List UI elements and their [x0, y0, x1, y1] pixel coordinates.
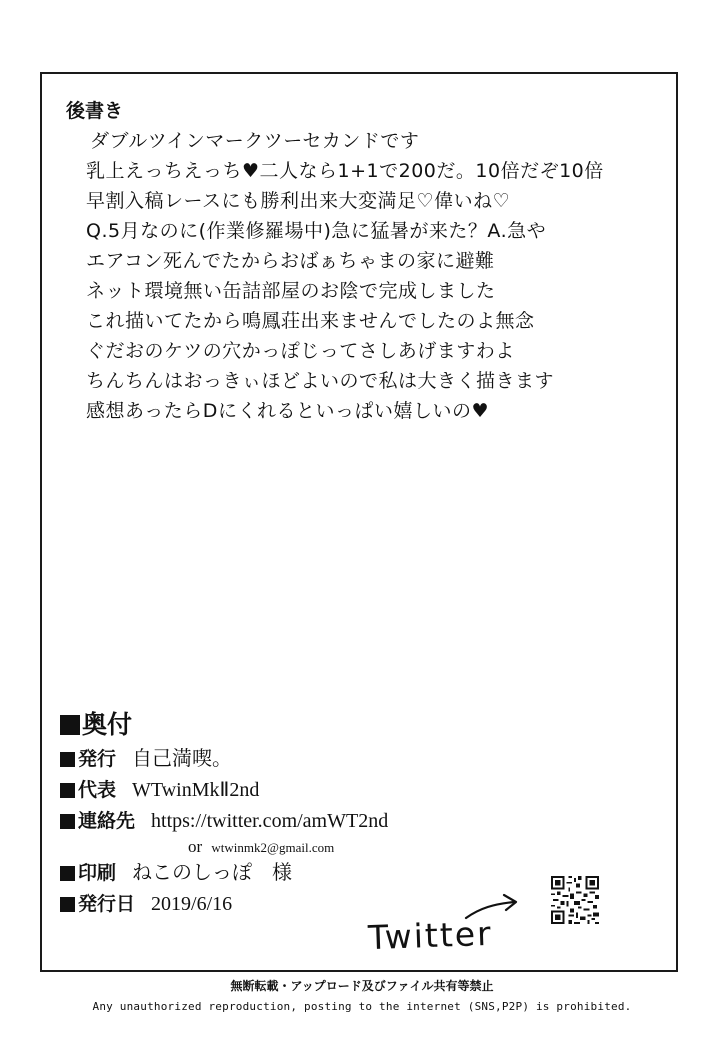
- colophon-row-representative: [60, 775, 540, 806]
- footer-notice-english: Any unauthorized reproduction, posting to the internet (SNS,P2P) is prohibited.: [92, 1000, 632, 1013]
- square-bullet-icon: [60, 897, 75, 912]
- colophon-section: [60, 708, 540, 920]
- colophon-row-contact: [60, 806, 540, 837]
- colophon-value: WTwinMkⅡ2nd: [132, 779, 260, 801]
- square-bullet-icon: [60, 866, 75, 881]
- twitter-handwritten-label: Twitter: [367, 913, 494, 958]
- afterword-line: ぐだおのケツの穴かっぽじってさしあげますわよ: [86, 340, 515, 362]
- colophon-value: 自己満喫。: [132, 748, 233, 770]
- footer-notice-japanese: 無断転載・アップロード及びファイル共有等禁止: [230, 979, 494, 993]
- colophon-label: 代表: [78, 779, 117, 801]
- afterword-line: ダブルツインマークツーセカンドです: [90, 130, 420, 152]
- square-bullet-icon: [60, 715, 80, 735]
- colophon-row-printer: [60, 858, 540, 889]
- colophon-label: 発行日: [78, 893, 136, 915]
- afterword-line: ネット環境無い缶詰部屋のお陰で完成しました: [86, 280, 496, 302]
- afterword-lines: [66, 126, 666, 426]
- colophon-email-row: [60, 837, 540, 858]
- colophon-heading: [60, 708, 540, 742]
- colophon-value: 2019/6/16: [151, 893, 233, 915]
- email-link[interactable]: wtwinmk2@gmail.com: [211, 840, 335, 855]
- afterword-line: Q.5月なのに(作業修羅場中)急に猛暑が来た？A.急や: [86, 220, 547, 242]
- colophon-label: 連絡先: [78, 810, 136, 832]
- afterword-title: 後書き: [66, 100, 124, 122]
- afterword-line: 乳上えっちえっち♥二人なら1+1で200だ。10倍だぞ10倍: [86, 160, 604, 182]
- qr-code-icon[interactable]: [551, 876, 599, 924]
- contact-url-link[interactable]: https://twitter.com/amWT2nd: [151, 810, 389, 832]
- colophon-value: ねこのしっぽ 様: [132, 862, 293, 884]
- afterword-section: [66, 96, 666, 426]
- colophon-label: 印刷: [78, 862, 117, 884]
- afterword-line: ちんちんはおっきぃほどよいので私は大きく描きます: [86, 370, 555, 392]
- colophon-label: 発行: [78, 748, 117, 770]
- square-bullet-icon: [60, 814, 75, 829]
- colophon-heading-text: 奥付: [82, 710, 133, 739]
- afterword-line: 早割入稿レースにも勝利出来大変満足♡偉いね♡: [86, 190, 511, 212]
- square-bullet-icon: [60, 752, 75, 767]
- square-bullet-icon: [60, 783, 75, 798]
- copyright-footer: [0, 976, 724, 1018]
- afterword-line: エアコン死んでたからおばぁちゃまの家に避難: [86, 250, 495, 272]
- afterword-line: これ描いてたから鳴鳳荘出来ませんでしたのよ無念: [86, 310, 535, 332]
- colophon-row-publisher: [60, 744, 540, 775]
- afterword-line: 感想あったらDにくれるといっぱい嬉しいの♥: [86, 400, 489, 422]
- or-text: or: [188, 837, 203, 856]
